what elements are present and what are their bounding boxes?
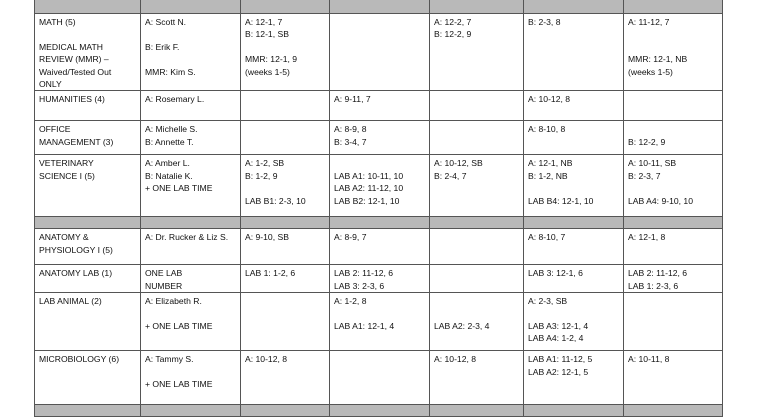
cell-text: [628, 28, 718, 40]
cell-text: A: 8-9, 8: [334, 124, 367, 135]
cell-text: [145, 308, 236, 320]
cell-text: LAB B4: 12-1, 10: [528, 195, 594, 206]
schedule-cell: [241, 229, 330, 265]
cell-text: A: 10-11, 8: [628, 354, 670, 365]
cell-text: (weeks 1-5): [628, 66, 673, 77]
cell-text: LAB A1: 11-12, 5: [528, 354, 593, 365]
cell-text: B: 2-4, 7: [434, 170, 467, 181]
schedule-cell: [330, 14, 430, 91]
staff-cell: [141, 229, 241, 265]
table-row-anatomy-lab: [35, 265, 723, 293]
staff-cell: [141, 155, 241, 217]
schedule-cell: [330, 351, 430, 405]
cell-text: MMR: Kim S.: [145, 66, 196, 77]
cell-text: + ONE LAB TIME: [145, 183, 213, 194]
cell-text: MEDICAL MATH: [39, 41, 103, 52]
cell-text: B: 2-3, 7: [628, 170, 661, 181]
table-row-math: [35, 14, 723, 91]
course-cell: [35, 293, 141, 351]
schedule-cell: [524, 265, 624, 293]
schedule-cell: [241, 265, 330, 293]
cell-text: B: 2-3, 8: [528, 17, 561, 27]
schedule-cell: [330, 91, 430, 121]
cell-text: + ONE LAB TIME: [145, 321, 213, 332]
schedule-cell: [330, 155, 430, 217]
cell-text: B: Annette T.: [145, 136, 194, 147]
table-row-lab-animal: [35, 293, 723, 351]
cell-text: [145, 53, 236, 65]
schedule-cell: [624, 14, 723, 91]
cell-text: ONLY: [39, 79, 62, 90]
cell-text: ANATOMY &: [39, 232, 89, 243]
schedule-cell: [624, 293, 723, 351]
cell-text: LAB 1: 1-2, 6: [245, 268, 296, 279]
schedule-cell: [330, 121, 430, 155]
staff-cell: [141, 293, 241, 351]
cell-text: LAB 1: 2-3, 6: [628, 280, 679, 291]
cell-text: [628, 182, 718, 194]
cell-text: A: Rosemary L.: [145, 94, 205, 105]
cell-text: (weeks 1-5): [245, 66, 290, 77]
staff-cell: [141, 14, 241, 91]
cell-text: MMR: 12-1, NB: [628, 54, 688, 65]
cell-text: [434, 295, 519, 307]
cell-text: LAB 2: 11-12, 6: [334, 268, 394, 279]
cell-text: LAB ANIMAL (2): [39, 296, 102, 307]
cell-text: A: 10-12, SB: [434, 158, 483, 169]
cell-text: [434, 308, 519, 320]
course-cell: [35, 265, 141, 293]
cell-text: [245, 41, 325, 53]
schedule-cell: [624, 265, 723, 293]
schedule-cell: [430, 14, 524, 91]
schedule-table: [34, 0, 723, 417]
cell-text: A: 8-10, 8: [528, 124, 566, 135]
table-row-vet-science: [35, 155, 723, 217]
table-row-office: [35, 121, 723, 155]
cell-text: OFFICE: [39, 124, 71, 135]
staff-cell: [141, 265, 241, 293]
cell-text: [145, 28, 236, 40]
table-row-microbiology: [35, 351, 723, 405]
cell-text: LAB A1: 12-1, 4: [334, 321, 395, 332]
cell-text: B: 1-2, 9: [245, 170, 278, 181]
cell-text: SCIENCE I (5): [39, 170, 95, 181]
schedule-cell: [524, 351, 624, 405]
schedule-cell: [624, 91, 723, 121]
cell-text: + ONE LAB TIME: [145, 379, 213, 390]
schedule-cell: [330, 265, 430, 293]
course-cell: [35, 229, 141, 265]
cell-text: MATH (5): [39, 17, 76, 27]
cell-text: A: 12-2, 7: [434, 17, 472, 27]
cell-text: MICROBIOLOGY (6): [39, 354, 120, 365]
cell-text: LAB A2: 12-1, 5: [528, 366, 589, 377]
schedule-cell: [524, 155, 624, 217]
cell-text: A: 1-2, SB: [245, 158, 285, 169]
cell-text: LAB 3: 2-3, 6: [334, 280, 385, 291]
cell-text: A: 10-11, SB: [628, 158, 677, 169]
cell-text: A: 12-1, 8: [628, 232, 666, 243]
cell-text: A: Dr. Rucker & Liz S.: [145, 232, 229, 243]
staff-cell: [141, 121, 241, 155]
schedule-cell: [524, 229, 624, 265]
schedule-cell: [430, 229, 524, 265]
cell-text: REVIEW (MMR) –: [39, 54, 109, 65]
cell-text: [528, 308, 619, 320]
cell-text: [528, 182, 619, 194]
cell-text: [334, 308, 425, 320]
cell-text: A: 9-10, SB: [245, 232, 289, 243]
cell-text: [628, 41, 718, 53]
cell-text: LAB B2: 12-1, 10: [334, 195, 400, 206]
schedule-cell: [430, 121, 524, 155]
table-row-humanities: [35, 91, 723, 121]
cell-text: A: Amber L.: [145, 158, 190, 169]
staff-cell: [141, 91, 241, 121]
cell-text: LAB A3: 12-1, 4: [528, 321, 589, 332]
cell-text: [39, 28, 136, 40]
schedule-cell: [430, 293, 524, 351]
cell-text: LAB 3: 12-1, 6: [528, 268, 583, 279]
cell-text: A: 11-12, 7: [628, 17, 670, 27]
schedule-cell: [524, 293, 624, 351]
schedule-cell: [624, 155, 723, 217]
schedule-cell: [330, 229, 430, 265]
schedule-cell: [430, 91, 524, 121]
cell-text: [628, 123, 718, 135]
cell-text: A: 8-10, 7: [528, 232, 566, 243]
section-divider: [35, 217, 723, 229]
cell-text: PHYSIOLOGY I (5): [39, 244, 113, 255]
cell-text: Waived/Tested Out: [39, 66, 112, 77]
schedule-cell: [241, 14, 330, 91]
schedule-cell: [430, 155, 524, 217]
cell-text: LAB B1: 2-3, 10: [245, 195, 306, 206]
course-cell: [35, 91, 141, 121]
schedule-cell: [241, 91, 330, 121]
table-row-anatomy: [35, 229, 723, 265]
cell-text: B: 12-2, 9: [628, 136, 666, 147]
cell-text: LAB A4: 1-2, 4: [528, 333, 584, 344]
cell-text: B: 3-4, 7: [334, 136, 367, 147]
cell-text: A: 10-12, 8: [245, 354, 288, 365]
schedule-cell: [241, 293, 330, 351]
cell-text: B: Erik F.: [145, 41, 180, 52]
cell-text: A: 2-3, SB: [528, 296, 568, 307]
cell-text: A: Scott N.: [145, 17, 187, 27]
section-divider: [35, 0, 723, 14]
staff-cell: [141, 351, 241, 405]
cell-text: HUMANITIES (4): [39, 94, 105, 105]
schedule-cell: [524, 14, 624, 91]
cell-text: LAB A2: 2-3, 4: [434, 321, 490, 332]
schedule-cell: [430, 351, 524, 405]
cell-text: A: 1-2, 8: [334, 296, 367, 307]
cell-text: A: Michelle S.: [145, 124, 198, 135]
cell-text: LAB A1: 10-11, 10: [334, 170, 404, 181]
cell-text: MMR: 12-1, 9: [245, 54, 298, 65]
cell-text: [145, 366, 236, 378]
cell-text: A: Tammy S.: [145, 354, 194, 365]
course-cell: [35, 121, 141, 155]
cell-text: B: 12-2, 9: [434, 29, 472, 40]
cell-text: A: 10-12, 8: [528, 94, 571, 105]
cell-text: ANATOMY LAB (1): [39, 268, 113, 279]
cell-text: B: 1-2, NB: [528, 170, 568, 181]
cell-text: NUMBER: [145, 280, 183, 291]
schedule-cell: [624, 351, 723, 405]
schedule-cell: [430, 265, 524, 293]
schedule-cell: [524, 91, 624, 121]
cell-text: LAB 2: 11-12, 6: [628, 268, 688, 279]
cell-text: [245, 182, 325, 194]
cell-text: A: 12-1, NB: [528, 158, 573, 169]
schedule-cell: [241, 121, 330, 155]
schedule-cell: [241, 351, 330, 405]
schedule-cell: [524, 121, 624, 155]
cell-text: LAB A4: 9-10, 10: [628, 195, 693, 206]
course-cell: [35, 14, 141, 91]
cell-text: A: Elizabeth R.: [145, 296, 202, 307]
cell-text: VETERINARY: [39, 158, 94, 169]
schedule-cell: [624, 121, 723, 155]
course-cell: [35, 351, 141, 405]
cell-text: MANAGEMENT (3): [39, 136, 114, 147]
cell-text: A: 12-1, 7: [245, 17, 283, 27]
cell-text: A: 10-12, 8: [434, 354, 477, 365]
schedule-cell: [241, 155, 330, 217]
cell-text: A: 8-9, 7: [334, 232, 367, 243]
schedule-cell: [624, 229, 723, 265]
cell-text: LAB A2: 11-12, 10: [334, 183, 404, 194]
section-divider: [35, 405, 723, 417]
course-cell: [35, 155, 141, 217]
cell-text: ONE LAB: [145, 268, 183, 279]
cell-text: [334, 157, 425, 169]
cell-text: B: Natalie K.: [145, 170, 193, 181]
cell-text: B: 12-1, SB: [245, 29, 289, 40]
schedule-cell: [330, 293, 430, 351]
cell-text: A: 9-11, 7: [334, 94, 371, 105]
